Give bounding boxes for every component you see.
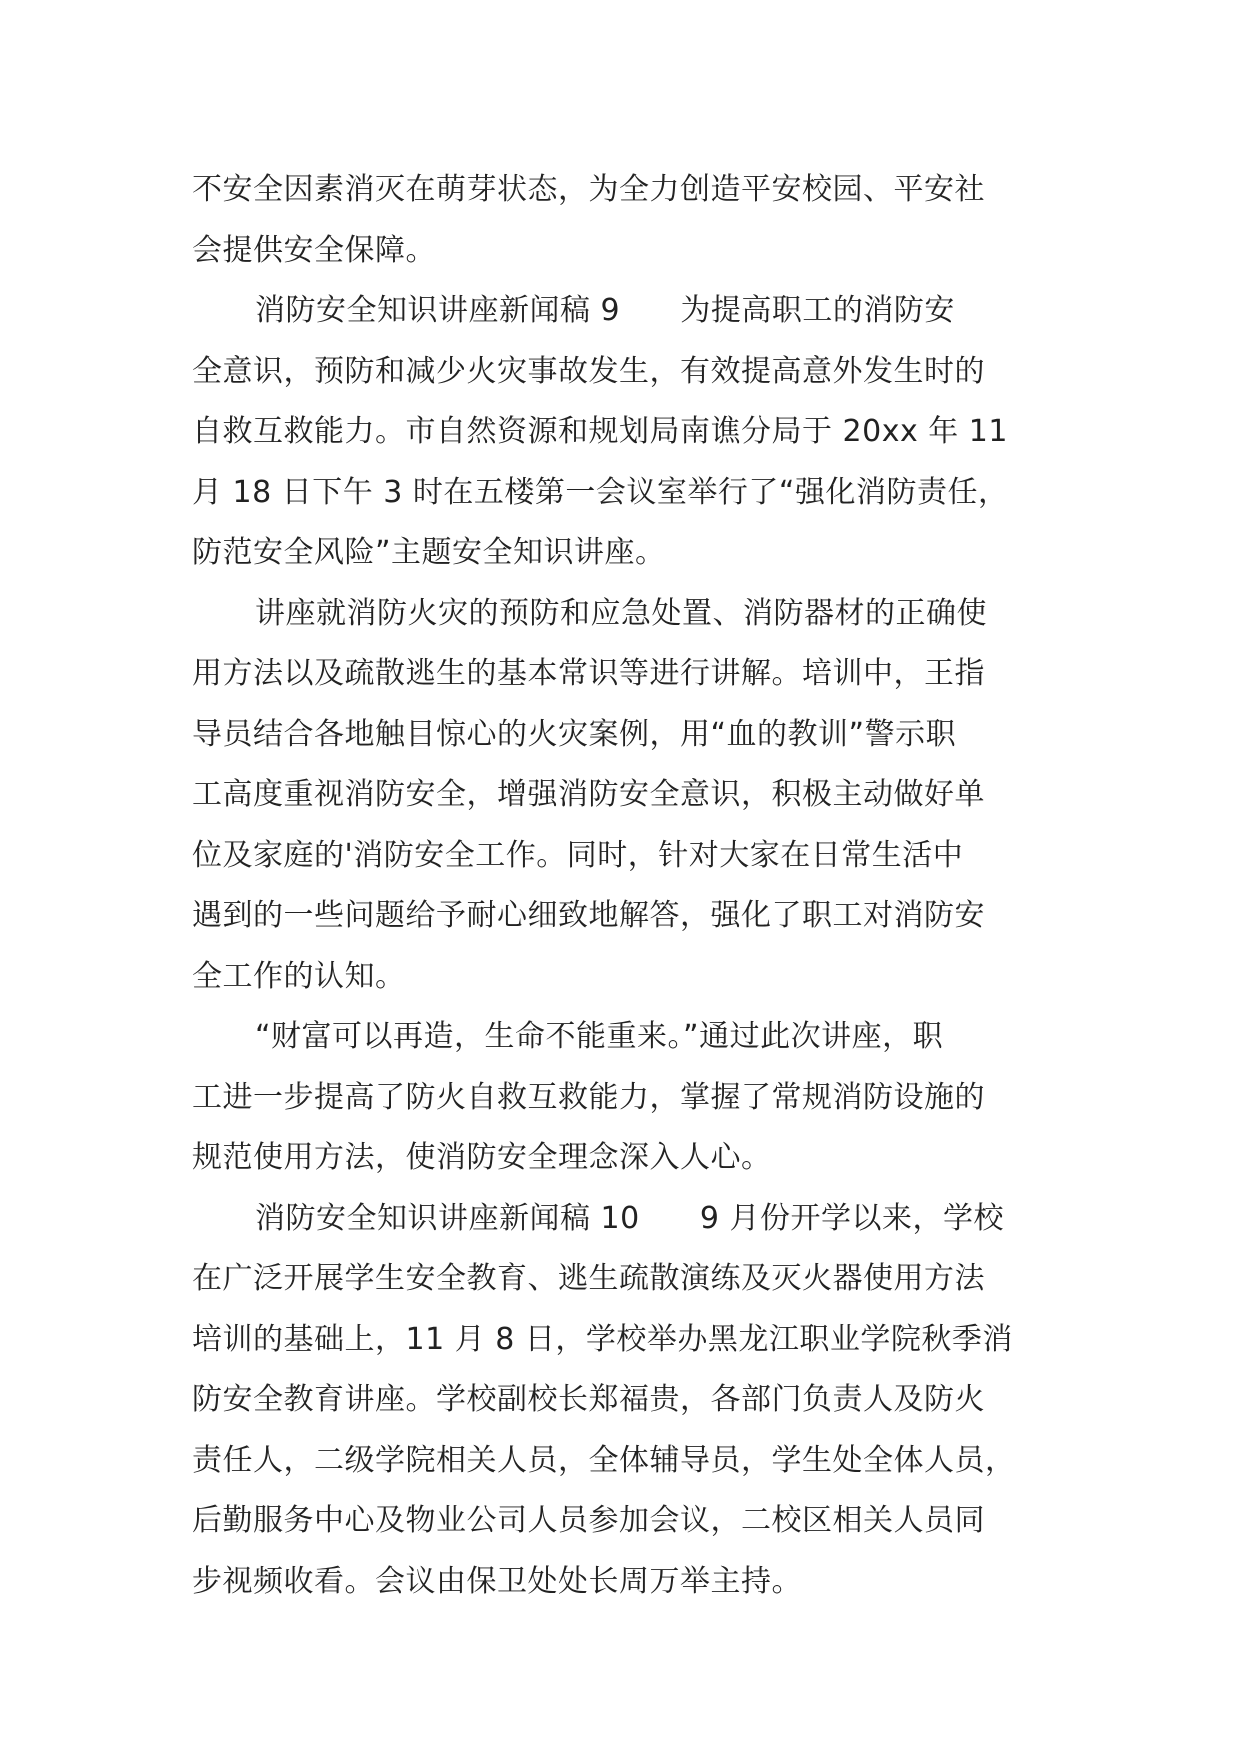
text-line: 全工作的认知。 (192, 958, 406, 994)
text-line: 不安全因素消灭在萌芽状态，为全力创造平安校园、平安社 (192, 172, 985, 207)
text-line: 防安全教育讲座。学校副校长郑福贵，各部门负责人及防火 (192, 1382, 985, 1417)
text-line: 工进一步提高了防火自救互救能力，掌握了常规消防设施的 (192, 1079, 985, 1115)
text-line: 后勤服务中心及物业公司人员参加会议，二校区相关人员同 (192, 1503, 985, 1538)
text-line: 自救互救能力。市自然资源和规划局南谯分局于 20xx 年 11 (192, 414, 1008, 449)
text-line: 用方法以及疏散逃生的基本常识等进行讲解。培训中，王指 (192, 656, 985, 691)
text-line: 位及家庭的'消防安全工作。同时，针对大家在日常生活中 (192, 837, 964, 873)
text-line: 月 18 日下午 3 时在五楼第一会议室举行了“强化消防责任， (192, 474, 1009, 510)
text-line: 全意识，预防和减少火灾事故发生，有效提高意外发生时的 (192, 353, 985, 389)
text-line: 防范安全风险”主题安全知识讲座。 (192, 535, 666, 570)
text-line: 规范使用方法，使消防安全理念深入人心。 (192, 1140, 772, 1175)
text-line: 责任人，二级学院相关人员，全体辅导员，学生处全体人员， (192, 1442, 1016, 1478)
text-line: 步视频收看。会议由保卫处处长周万举主持。 (192, 1563, 802, 1599)
paragraph-start-line: “财富可以再造，生命不能重来。”通过此次讲座，职 (255, 1019, 944, 1054)
text-line: 在广泛开展学生安全教育、逃生疏散演练及灭火器使用方法 (192, 1261, 985, 1296)
section-heading-line: 消防安全知识讲座新闻稿 10 9 月份开学以来，学校 (255, 1200, 1005, 1236)
text-line: 工高度重视消防安全，增强消防安全意识，积极主动做好单 (192, 777, 985, 812)
text-line: 导员结合各地触目惊心的火灾案例，用“血的教训”警示职 (192, 716, 957, 752)
document-body (192, 160, 1052, 1612)
text-line: 遇到的一些问题给予耐心细致地解答，强化了职工对消防安 (192, 898, 985, 933)
section-heading-line: 消防安全知识讲座新闻稿 9 为提高职工的消防安 (255, 293, 955, 328)
paragraph-start-line: 讲座就消防火灾的预防和应急处置、消防器材的正确使 (255, 595, 987, 631)
text-line: 培训的基础上，11 月 8 日，学校举办黑龙江职业学院秋季消 (192, 1321, 1013, 1357)
text-line: 会提供安全保障。 (192, 232, 436, 268)
